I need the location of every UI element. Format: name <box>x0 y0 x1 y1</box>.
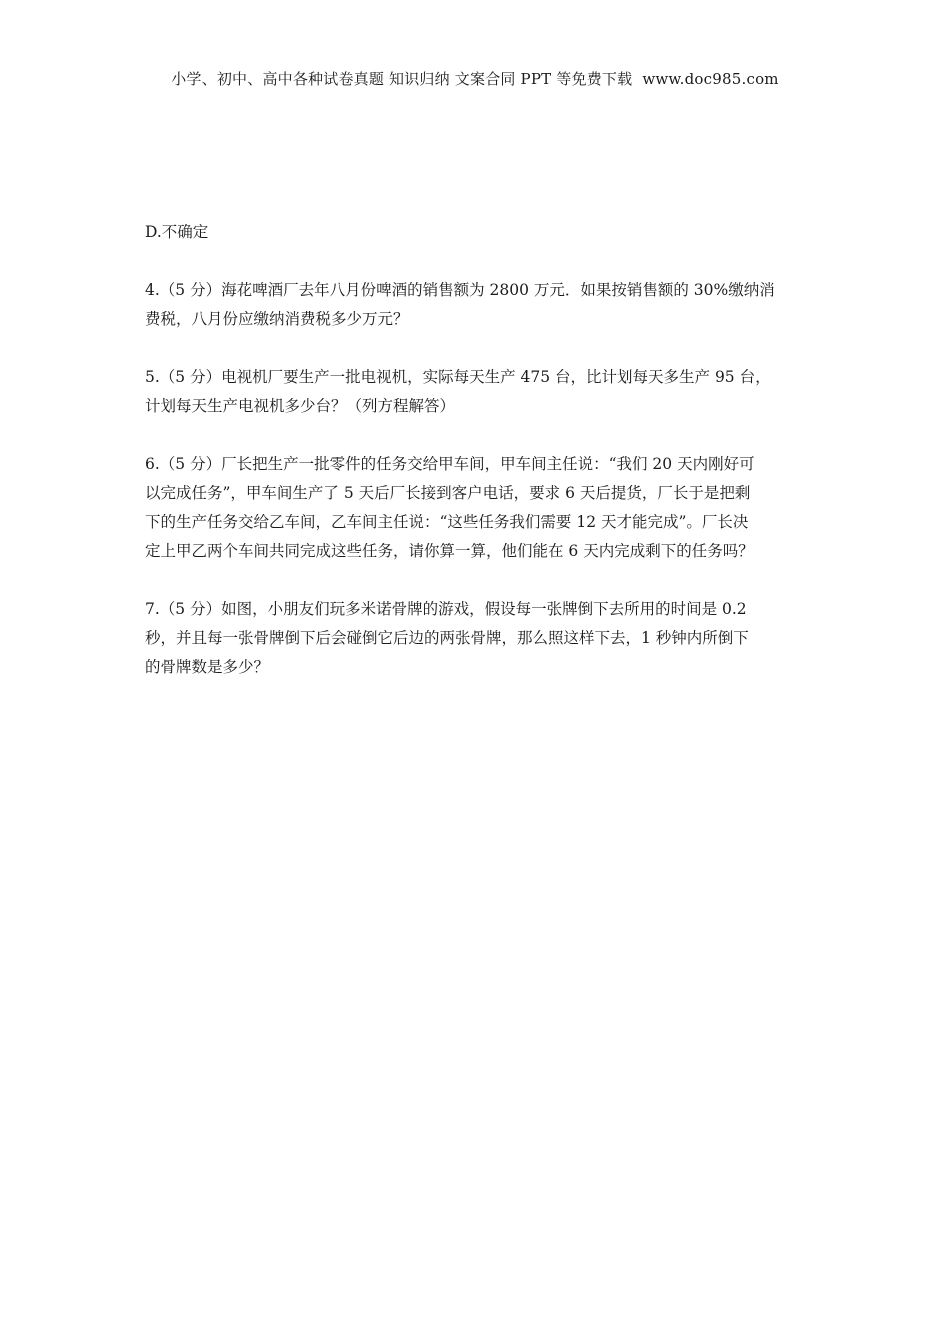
option-d: D.不确定 <box>145 223 209 241</box>
question-7-line: 的骨牌数是多少？ <box>145 658 270 676</box>
question-4 <box>145 276 810 334</box>
question-4-line: 费税，八月份应缴纳消费税多少万元？ <box>145 310 409 328</box>
question-6-line: 定上甲乙两个车间共同完成这些任务，请你算一算，他们能在 6 天内完成剩下的任务吗？ <box>145 542 754 560</box>
question-content <box>145 218 810 682</box>
question-7 <box>145 595 810 682</box>
header-site: www.doc985.com <box>642 70 779 88</box>
question-6-line: 下的生产任务交给乙车间，乙车间主任说：“这些任务我们需要 12 天才能完成”。厂长决 <box>145 513 749 531</box>
header-text: 小学、初中、高中各种试卷真题 知识归纳 文案合同 PPT 等免费下载 <box>171 70 633 88</box>
question-6 <box>145 450 810 566</box>
question-4-line: 4.（5 分）海花啤酒厂去年八月份啤酒的销售额为 2800 万元．如果按销售额的 30%缴纳消 <box>145 281 775 299</box>
question-5-line: 5.（5 分）电视机厂要生产一批电视机，实际每天生产 475 台，比计划每天多生产 95 台， <box>145 368 771 386</box>
question-7-line: 7.（5 分）如图，小朋友们玩多米诺骨牌的游戏，假设每一张牌倒下去所用的时间是 0.2 <box>145 600 747 618</box>
question-5-line: 计划每天生产电视机多少台？（列方程解答） <box>145 397 456 415</box>
question-6-line: 以完成任务”，甲车间生产了 5 天后厂长接到客户电话，要求 6 天后提货，厂长于是把剩 <box>145 484 751 502</box>
question-5 <box>145 363 810 421</box>
question-6-line: 6.（5 分）厂长把生产一批零件的任务交给甲车间，甲车间主任说：“我们 20 天内刚好可 <box>145 455 755 473</box>
question-7-line: 秒，并且每一张骨牌倒下后会碰倒它后边的两张骨牌，那么照这样下去，1 秒钟内所倒下 <box>145 629 749 647</box>
page-header <box>0 68 950 89</box>
